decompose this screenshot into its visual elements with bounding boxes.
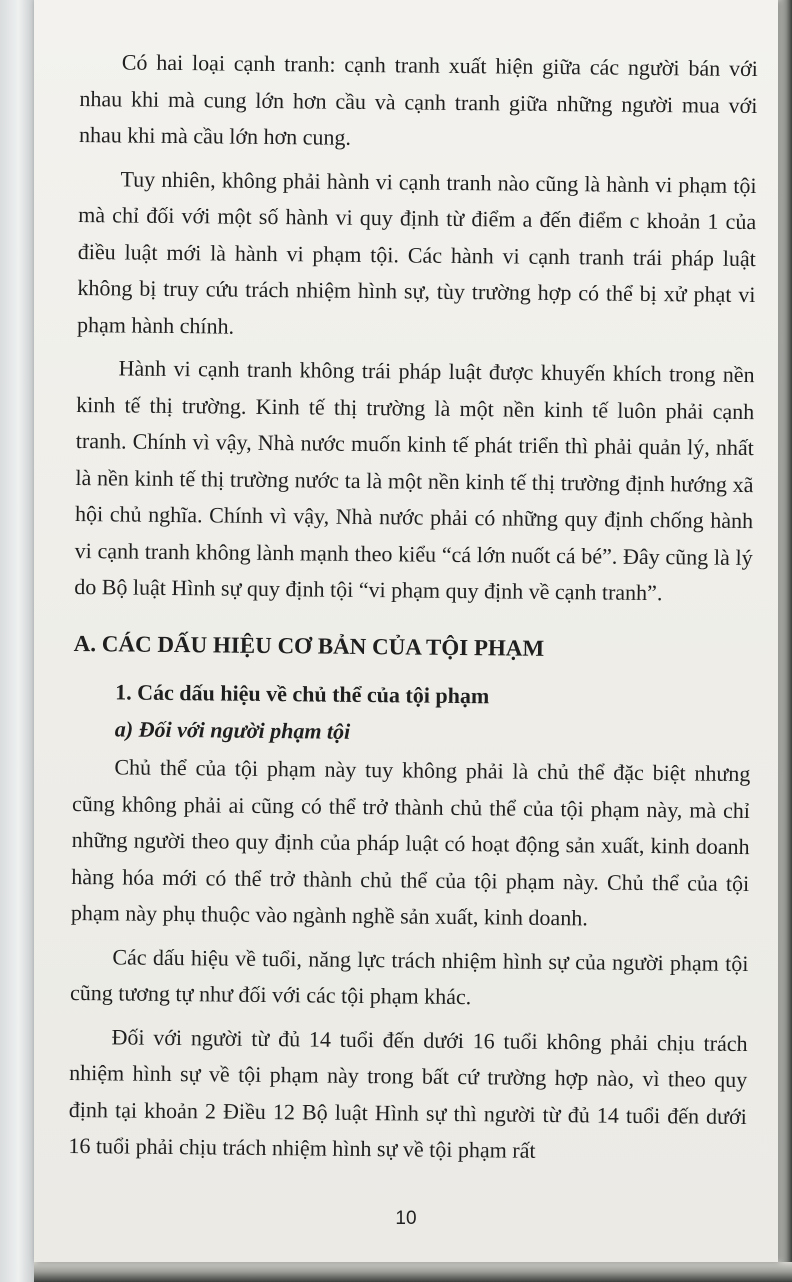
paragraph: Hành vi cạnh tranh không trái pháp luật được khuyến khích trong nền kinh tế thị trường. Kinh tế thị trường là một nền kinh tế luôn phải cạnh tranh. Chính vì vậy, Nhà nước muốn kinh tế phát triển thì phải quản lý, nhất là nền kinh tế thị trường nước ta là một nền kinh tế thị trường định hướng xã hội chủ nghĩa. Chính vì vậy, Nhà nước phải có những quy định chống hành vi cạnh tranh không lành mạnh theo kiểu “cá lớn nuốt cá bé”. Đây cũng là lý do Bộ luật Hình sự quy định tội “vi phạm quy định về cạnh tranh”. <box>74 355 755 606</box>
page-number: 10 <box>395 1208 417 1229</box>
paragraph: Chủ thể của tội phạm này tuy không phải là chủ thể đặc biệt nhưng cũng không phải ai cũng có thể trở thành chủ thể của tội phạm này, mà chỉ những người theo quy định của pháp luật có hoạt động sản xuất, kinh doanh hàng hóa mới có thể trở thành chủ thể của tội phạm này. Chủ thể của tội phạm này phụ thuộc vào ngành nghề sản xuất, kinh doanh. <box>70 754 751 931</box>
paragraph: Có hai loại cạnh tranh: cạnh tranh xuất hiện giữa các người bán với nhau khi mà cung lớn hơn cầu và cạnh tranh giữa những người mua với nhau khi mà cầu lớn hơn cung. <box>78 49 758 150</box>
book-page <box>34 0 778 1262</box>
page-stack-edge-right <box>778 0 792 1282</box>
paragraph: Tuy nhiên, không phải hành vi cạnh tranh nào cũng là hành vi phạm tội mà chỉ đối với một số hành vi quy định từ điểm a đến điểm c khoản 1 của điều luật mới là hành vi phạm tội. Các hành vi cạnh tranh trái pháp luật không bị truy cứu trách nhiệm hình sự, tùy trường hợp có thể bị xử phạt vi phạm hành chính. <box>76 165 757 339</box>
paragraph: Đối với người từ đủ 14 tuổi đến dưới 16 tuổi không phải chịu trách nhiệm hình sự về tội phạm này trong bất cứ trường hợp nào, vì theo quy định tại khoản 2 Điều 12 Bộ luật Hình sự thì người từ đủ 14 tuổi đến dưới 16 tuổi phải chịu trách nhiệm hình sự về tội phạm rất <box>68 1023 748 1163</box>
page-content <box>68 44 758 1179</box>
subsection-heading: 1. Các dấu hiệu về chủ thể của tội phạm <box>115 679 490 709</box>
section-heading: A. CÁC DẤU HIỆU CƠ BẢN CỦA TỘI PHẠM <box>73 630 545 661</box>
book-spine-edge <box>0 0 34 1282</box>
subsubsection-heading: a) Đối với người phạm tội <box>114 715 351 744</box>
paragraph: Các dấu hiệu về tuổi, năng lực trách nhiệm hình sự của người phạm tội cũng tương tự như đối với các tội phạm khác. <box>69 943 749 1010</box>
page-stack-edge-bottom <box>34 1262 792 1282</box>
